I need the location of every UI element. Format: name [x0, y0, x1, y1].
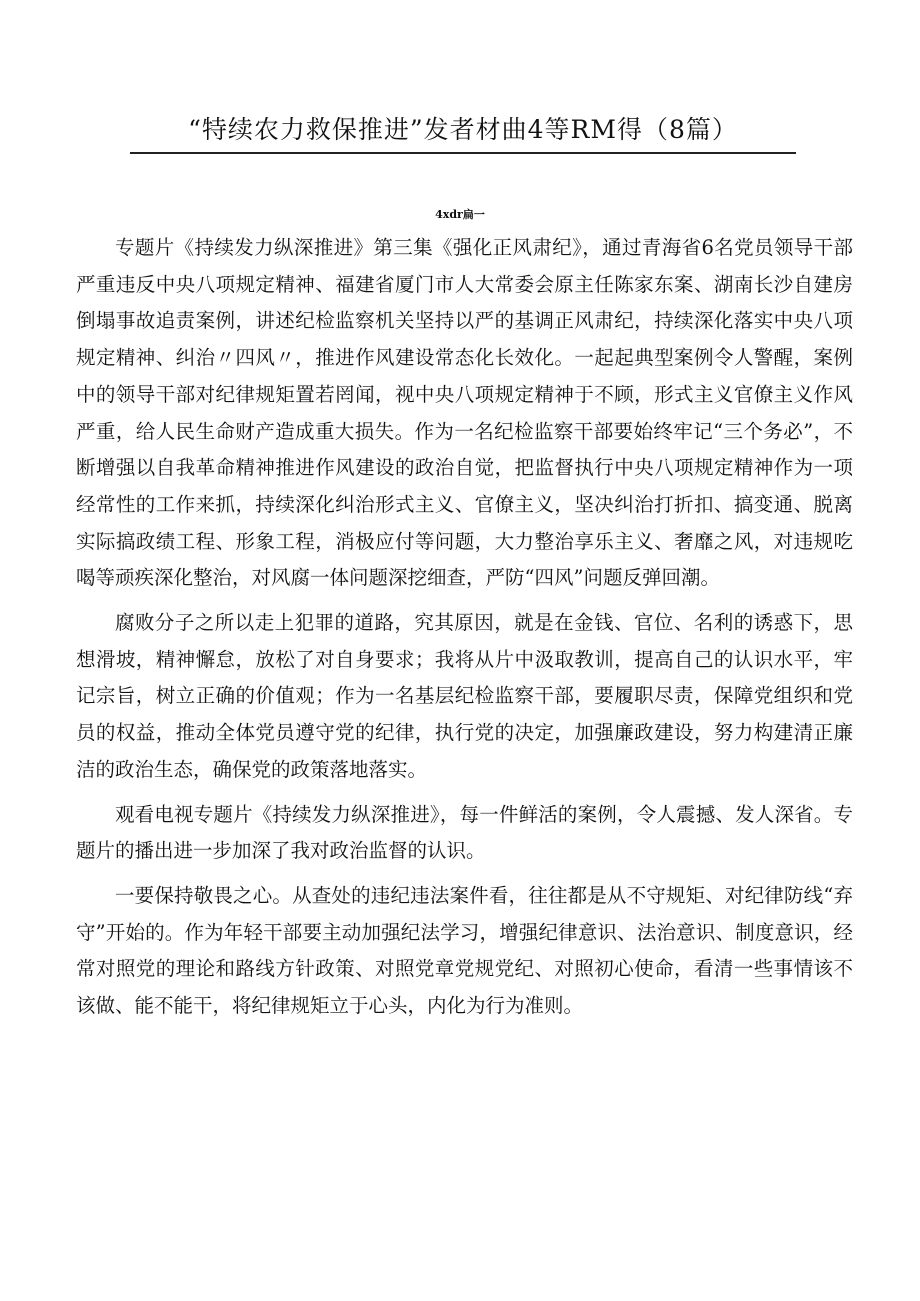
paragraph: 专题片《持续发力纵深推进》第三集《强化正风肃纪》，通过青海省6名党员领导干部严重违反中央八项规定精神、福建省厦门市人大常委会原主任陈家东案、湖南长沙自建房倒塌事故追责案例，讲述纪检监察机关坚持以严的基调正风肃纪，持续深化落实中央八项规定精神、纠治〃四风〃，推进作风建设常态化长效化。一起起典型案例令人警醒，案例中的领导干部对纪律规矩置若罔闻，视中央八项规定精神于不顾，形式主义官僚主义作风严重，给人民生命财产造成重大损失。作为一名纪检监察干部要始终牢记“三个务必”，不断增强以自我革命精神推进作风建设的政治自觉，把监督执行中央八项规定精神作为一项经常性的工作来抓，持续深化纠治形式主义、官僚主义，坚决纠治打折扣、搞变通、脱离实际搞政绩工程、形象工程，消极应付等问题，大力整治享乐主义、奢靡之风，对违规吃喝等顽疾深化整治，对风腐一体问题深挖细查，严防“四风”问题反弹回潮。 — [76, 236, 853, 590]
document-title: “特续农力救保推进”发者材曲4等RM得（8篇） — [130, 110, 796, 154]
paragraph: 观看电视专题片《持续发力纵深推进》，每一件鲜活的案例，令人震撼、发人深省。专题片的播出进一步加深了我对政治监督的认识。 — [76, 802, 853, 863]
section-label: 4xdr扁一 — [435, 208, 485, 221]
paragraph: 一要保持敬畏之心。从查处的违纪违法案件看，往往都是从不守规矩、对纪律防线“弃守”开始的。作为年轻干部要主动加强纪法学习，增强纪律意识、法治意识、制度意识，经常对照党的理论和路线方针政策、对照党章党规党纪、对照初心使命，看清一些事情该不该做、能不能干，将纪律规矩立于心头，内化为行为准则。 — [76, 883, 853, 1018]
document-body — [76, 230, 853, 1033]
paragraph: 腐败分子之所以走上犯罪的道路，究其原因，就是在金钱、官位、名利的诱惑下，思想滑坡，精神懈怠，放松了对自身要求；我将从片中汲取教训，提高自己的认识水平，牢记宗旨，树立正确的价值观；作为一名基层纪检监察干部，要履职尽责，保障党组织和党员的权益，推动全体党员遵守党的纪律，执行党的决定，加强廉政建设，努力构建清正廉洁的政治生态，确保党的政策落地落实。 — [76, 611, 853, 781]
